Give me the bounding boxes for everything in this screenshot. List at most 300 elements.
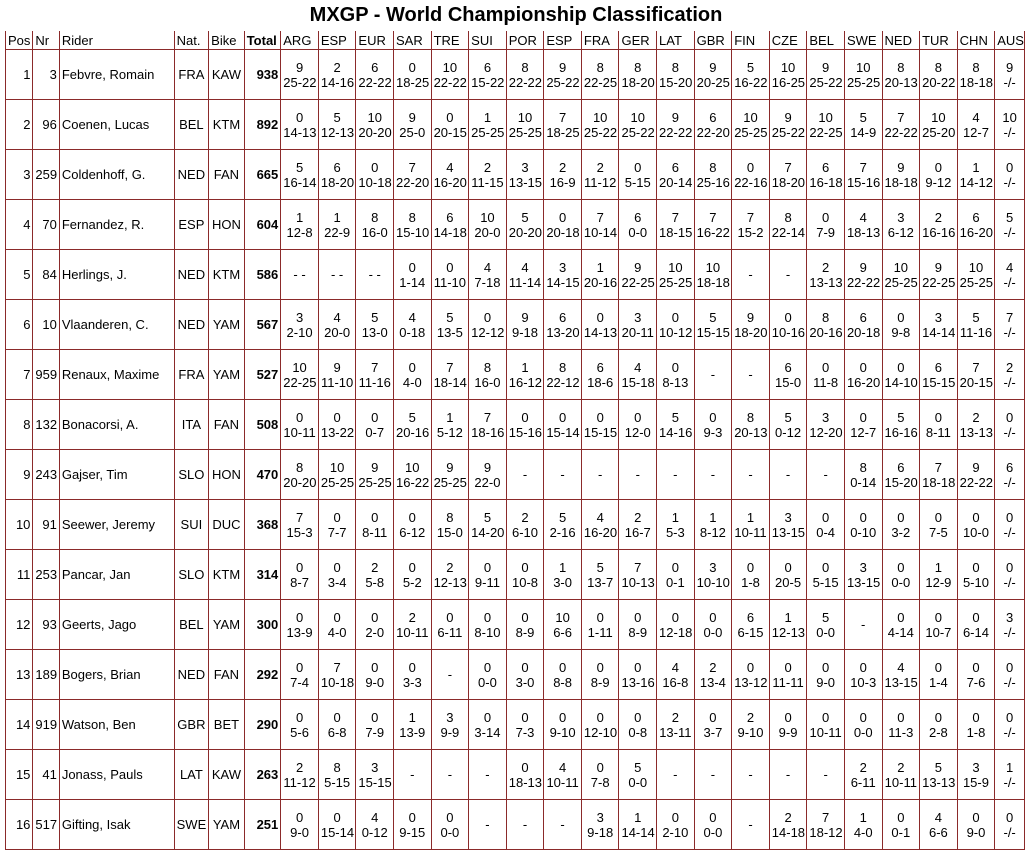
total-points-cell: 368 <box>244 500 281 550</box>
col-header-round[interactable]: GER <box>619 31 657 50</box>
round-result-cell <box>544 800 582 850</box>
race-results: 20-13 <box>884 74 918 90</box>
race-results: 6-6 <box>928 824 948 840</box>
round-points: 0 <box>408 559 416 575</box>
round-points: 0 <box>972 509 980 525</box>
round-result-cell <box>394 250 432 300</box>
race-results: 15-15 <box>922 374 956 390</box>
round-points: 8 <box>596 59 604 75</box>
rider-name-cell[interactable]: Seewer, Jeremy <box>59 500 174 550</box>
round-points: 1 <box>746 509 755 525</box>
race-results: - <box>447 767 453 782</box>
table-body <box>6 50 1025 850</box>
race-results: 12-13 <box>771 624 806 640</box>
race-results: 20-20 <box>283 474 317 490</box>
round-points: 0 <box>371 659 379 675</box>
round-points: 9 <box>1006 59 1014 75</box>
race-results: 6-11 <box>850 774 876 790</box>
rider-name-cell[interactable]: Herlings, J. <box>59 250 174 300</box>
round-result-cell <box>657 400 695 450</box>
round-result-cell <box>807 800 845 850</box>
round-result-cell <box>807 600 845 650</box>
table-row <box>6 800 1025 850</box>
col-header-nat[interactable]: Nat. <box>174 31 209 50</box>
round-result-cell <box>844 450 882 500</box>
round-result-cell <box>394 600 432 650</box>
race-results: 1-4 <box>928 674 948 690</box>
nationality-cell: BEL <box>174 600 209 650</box>
race-results: 20-16 <box>583 274 618 290</box>
round-result-cell <box>544 50 582 100</box>
col-header-round[interactable]: SUI <box>469 31 507 50</box>
bike-brand-cell: HON <box>209 200 245 250</box>
race-results: 20-22 <box>922 74 956 90</box>
round-result-cell <box>732 700 770 750</box>
nationality-cell: BEL <box>174 100 209 150</box>
race-results: 7-8 <box>590 774 610 790</box>
round-result-cell <box>995 500 1025 550</box>
rider-name-cell[interactable]: Coldenhoff, G. <box>59 150 174 200</box>
round-result-cell <box>581 650 619 700</box>
race-results: 10-10 <box>696 574 730 590</box>
col-header-pos[interactable]: Pos <box>6 31 33 50</box>
round-result-cell <box>619 550 657 600</box>
race-results: 14-13 <box>583 324 618 340</box>
round-points: 5 <box>671 409 679 425</box>
round-result-cell <box>732 450 770 500</box>
race-results: 25-22 <box>621 124 655 140</box>
round-result-cell <box>882 800 920 850</box>
round-points: 10 <box>668 259 683 275</box>
race-results: 13-11 <box>659 724 692 740</box>
col-header-round[interactable]: POR <box>506 31 544 50</box>
col-header-round[interactable]: AUS <box>995 31 1025 50</box>
col-header-round[interactable]: ESP <box>544 31 582 50</box>
race-results: -/- <box>1003 474 1016 490</box>
race-results: 20-18 <box>546 224 580 240</box>
race-results: 8-9 <box>590 674 610 690</box>
rider-number-cell: 517 <box>33 800 59 850</box>
nationality-cell: NED <box>174 300 209 350</box>
round-result-cell <box>882 100 920 150</box>
bike-brand-cell: BET <box>209 700 245 750</box>
race-results: 25-0 <box>399 124 426 140</box>
round-points: 10 <box>968 259 984 275</box>
round-points: 1 <box>1006 759 1014 775</box>
round-result-cell <box>544 600 582 650</box>
race-results: - <box>785 267 791 282</box>
round-result-cell <box>844 750 882 800</box>
col-header-round[interactable]: CHN <box>957 31 995 50</box>
col-header-round[interactable]: NED <box>882 31 920 50</box>
race-results: 14-20 <box>471 524 505 540</box>
rider-name-cell[interactable]: Pancar, Jan <box>59 550 174 600</box>
round-points: 3 <box>446 709 454 725</box>
race-results: 9-10 <box>737 724 764 740</box>
round-result-cell <box>619 700 657 750</box>
race-results: 2-10 <box>286 324 313 340</box>
round-points: 8 <box>371 209 379 225</box>
round-points: 6 <box>822 159 830 175</box>
round-points: 8 <box>408 209 416 225</box>
round-result-cell <box>431 750 469 800</box>
rider-name-cell[interactable]: Fernandez, R. <box>59 200 174 250</box>
round-result-cell <box>318 750 356 800</box>
round-result-cell <box>882 50 920 100</box>
table-row <box>6 300 1025 350</box>
rider-name-cell[interactable]: Coenen, Lucas <box>59 100 174 150</box>
race-results: 12-13 <box>320 124 355 140</box>
round-result-cell <box>318 150 356 200</box>
race-results: -/- <box>1003 824 1016 840</box>
round-result-cell <box>844 800 882 850</box>
round-points: 0 <box>784 559 792 575</box>
race-results: 11-8 <box>813 374 839 390</box>
round-points: 0 <box>483 309 492 325</box>
rider-name-cell[interactable]: Febvre, Romain <box>59 50 174 100</box>
round-points: 0 <box>596 409 604 425</box>
col-header-round[interactable]: FRA <box>581 31 619 50</box>
round-points: 0 <box>822 559 830 575</box>
round-points: 10 <box>329 459 345 475</box>
race-results: 8-11 <box>925 424 951 440</box>
round-points: 10 <box>855 59 871 75</box>
round-points: 9 <box>371 459 379 475</box>
race-results: 22-14 <box>771 224 806 240</box>
bike-brand-cell: KAW <box>209 750 245 800</box>
rider-name-cell[interactable]: Gifting, Isak <box>59 800 174 850</box>
nationality-cell: SUI <box>174 500 209 550</box>
col-header-round[interactable]: LAT <box>657 31 695 50</box>
col-header-round[interactable]: SWE <box>844 31 882 50</box>
round-points: 1 <box>671 509 679 525</box>
round-points: 8 <box>972 59 980 75</box>
nationality-cell: NED <box>174 650 209 700</box>
round-result-cell <box>920 650 958 700</box>
rider-number-cell: 91 <box>33 500 59 550</box>
round-result-cell <box>431 500 469 550</box>
round-result-cell <box>506 450 544 500</box>
round-points: 1 <box>934 559 942 575</box>
race-results: 7-3 <box>515 724 535 740</box>
race-results: 8-8 <box>553 674 572 690</box>
round-points: 5 <box>634 759 642 775</box>
round-result-cell <box>619 150 657 200</box>
round-result-cell <box>469 650 507 700</box>
round-points: 5 <box>483 509 492 525</box>
race-results: 10-12 <box>659 324 693 340</box>
round-result-cell <box>657 800 695 850</box>
round-points: 0 <box>521 709 529 725</box>
rider-name-cell[interactable]: Vlaanderen, C. <box>59 300 174 350</box>
race-results: 18-18 <box>696 274 730 290</box>
round-result-cell <box>318 450 356 500</box>
table-row <box>6 250 1025 300</box>
race-results: 18-25 <box>396 74 430 90</box>
round-result-cell <box>957 250 995 300</box>
round-result-cell <box>581 550 619 600</box>
round-result-cell <box>581 400 619 450</box>
round-points: 2 <box>371 559 379 575</box>
round-result-cell <box>544 650 582 700</box>
race-results: 9-9 <box>440 724 460 740</box>
round-result-cell <box>957 200 995 250</box>
round-result-cell <box>657 750 695 800</box>
round-result-cell <box>807 100 845 150</box>
round-points: 3 <box>822 409 830 425</box>
round-result-cell <box>732 300 770 350</box>
rider-name-cell[interactable]: Renaux, Maxime <box>59 350 174 400</box>
col-header-round[interactable]: FIN <box>732 31 770 50</box>
round-result-cell <box>356 200 394 250</box>
round-points: 0 <box>596 709 604 725</box>
round-result-cell <box>356 700 394 750</box>
round-result-cell <box>318 650 356 700</box>
race-results: 9-18 <box>587 824 614 840</box>
nationality-cell: ITA <box>174 400 209 450</box>
rider-name-cell[interactable]: Bonacorsi, A. <box>59 400 174 450</box>
race-results: 22-25 <box>283 374 317 390</box>
round-points: 5 <box>408 409 416 425</box>
round-points: 0 <box>671 609 679 625</box>
round-result-cell <box>544 250 582 300</box>
round-points: 0 <box>897 309 905 325</box>
race-results: 5-12 <box>436 424 463 440</box>
round-points: 10 <box>592 109 608 125</box>
race-results: 0-0 <box>853 724 873 740</box>
race-results: 20-11 <box>621 324 654 340</box>
round-points: 7 <box>1006 309 1014 325</box>
round-points: 7 <box>972 359 980 375</box>
col-header-round[interactable]: SAR <box>394 31 432 50</box>
race-results: 15-15 <box>583 424 618 440</box>
rider-number-cell: 189 <box>33 650 59 700</box>
rider-name-cell[interactable]: Bogers, Brian <box>59 650 174 700</box>
round-result-cell <box>281 50 319 100</box>
race-results: - <box>673 467 678 482</box>
round-result-cell <box>356 800 394 850</box>
round-result-cell <box>356 50 394 100</box>
race-results: 9-3 <box>703 424 723 440</box>
round-points: 0 <box>408 509 416 525</box>
col-header-round[interactable]: ARG <box>281 31 319 50</box>
race-results: 11-11 <box>772 674 804 690</box>
round-points: 7 <box>634 559 642 575</box>
round-points: 0 <box>934 409 942 425</box>
race-results: 14-14 <box>922 324 956 340</box>
round-points: 0 <box>897 809 905 825</box>
race-results: 16-22 <box>696 224 730 240</box>
rider-name-cell[interactable]: Geerts, Jago <box>59 600 174 650</box>
round-result-cell <box>769 800 807 850</box>
round-result-cell <box>769 100 807 150</box>
round-points: 0 <box>634 609 642 625</box>
round-points: 0 <box>483 559 492 575</box>
round-result-cell <box>281 800 319 850</box>
round-result-cell <box>807 300 845 350</box>
round-result-cell <box>694 350 732 400</box>
race-results: - - <box>293 267 306 282</box>
race-results: 2-0 <box>365 624 385 640</box>
round-result-cell <box>431 450 469 500</box>
round-points: 2 <box>709 659 717 675</box>
round-points: 0 <box>822 659 830 675</box>
round-points: 2 <box>859 759 867 775</box>
col-header-round[interactable]: GBR <box>694 31 732 50</box>
col-header-round[interactable]: TUR <box>920 31 958 50</box>
rider-name-cell[interactable]: Watson, Ben <box>59 700 174 750</box>
round-points: 6 <box>333 159 341 175</box>
race-results: - <box>748 367 753 382</box>
rider-name-cell[interactable]: Jonass, Pauls <box>59 750 174 800</box>
round-result-cell <box>920 350 958 400</box>
round-result-cell <box>581 600 619 650</box>
race-results: 22-22 <box>659 124 693 140</box>
round-result-cell <box>318 50 356 100</box>
round-points: 4 <box>558 759 567 775</box>
rider-number-cell: 70 <box>33 200 59 250</box>
col-header-bike[interactable]: Bike <box>209 31 245 50</box>
round-result-cell <box>506 650 544 700</box>
race-results: 15-0 <box>436 524 463 540</box>
round-points: 0 <box>634 709 642 725</box>
round-result-cell <box>581 250 619 300</box>
race-results: 7-18 <box>474 274 501 290</box>
round-result-cell <box>394 800 432 850</box>
rider-number-cell: 93 <box>33 600 59 650</box>
table-row <box>6 500 1025 550</box>
round-result-cell <box>394 400 432 450</box>
round-result-cell <box>694 750 732 800</box>
round-result-cell <box>957 550 995 600</box>
race-results: 0-12 <box>361 824 388 840</box>
round-points: 6 <box>371 59 379 75</box>
round-points: 3 <box>295 309 304 325</box>
col-header-round[interactable]: EUR <box>356 31 394 50</box>
round-result-cell <box>882 750 920 800</box>
race-results: 20-20 <box>358 124 392 140</box>
round-points: 10 <box>1002 109 1017 125</box>
round-points: 8 <box>333 759 341 775</box>
col-header-round[interactable]: TRE <box>431 31 469 50</box>
col-header-round[interactable]: BEL <box>807 31 845 50</box>
round-points: 3 <box>596 809 604 825</box>
nationality-cell: SWE <box>174 800 209 850</box>
race-results: 16-22 <box>734 74 768 90</box>
round-points: 0 <box>1006 659 1014 675</box>
col-header-nr[interactable]: Nr <box>33 31 59 50</box>
race-results: 0-4 <box>816 524 836 540</box>
bike-brand-cell: YAM <box>209 300 245 350</box>
race-results: 15-3 <box>286 524 313 540</box>
round-result-cell <box>807 200 845 250</box>
position-cell: 15 <box>6 750 33 800</box>
race-results: 16-20 <box>433 174 467 190</box>
race-results: 22-22 <box>358 74 392 90</box>
race-results: 25-16 <box>696 174 730 190</box>
round-result-cell <box>469 100 507 150</box>
round-result-cell <box>657 450 695 500</box>
round-points: 2 <box>671 709 679 725</box>
rider-number-cell: 96 <box>33 100 59 150</box>
round-result-cell <box>469 750 507 800</box>
round-points: 0 <box>859 359 867 375</box>
table-row <box>6 400 1025 450</box>
round-points: 5 <box>972 309 980 325</box>
round-points: 0 <box>333 559 341 575</box>
race-results: 9-0 <box>966 824 986 840</box>
race-results: 4-0 <box>853 824 873 840</box>
round-result-cell <box>732 350 770 400</box>
race-results: 0-0 <box>891 574 911 590</box>
race-results: 14-10 <box>884 374 918 390</box>
round-points: 4 <box>897 659 905 675</box>
round-result-cell <box>732 200 770 250</box>
round-result-cell <box>807 750 845 800</box>
col-header-rider[interactable]: Rider <box>59 31 174 50</box>
race-results: 5-15 <box>812 574 839 590</box>
bike-brand-cell: YAM <box>209 600 245 650</box>
round-result-cell <box>281 750 319 800</box>
round-result-cell <box>544 750 582 800</box>
race-results: 9-11 <box>474 574 500 590</box>
round-result-cell <box>356 500 394 550</box>
race-results: 15-14 <box>320 824 355 840</box>
race-results: 11-16 <box>358 374 391 390</box>
round-result-cell <box>957 750 995 800</box>
round-result-cell <box>318 400 356 450</box>
round-result-cell <box>995 200 1025 250</box>
total-points-cell: 263 <box>244 750 281 800</box>
round-points: 7 <box>859 159 867 175</box>
race-results: 25-22 <box>283 74 317 90</box>
total-points-cell: 251 <box>244 800 281 850</box>
col-header-total[interactable]: Total <box>244 31 281 50</box>
round-result-cell <box>920 550 958 600</box>
round-result-cell <box>694 650 732 700</box>
rider-name-cell[interactable]: Gajser, Tim <box>59 450 174 500</box>
col-header-round[interactable]: ESP <box>318 31 356 50</box>
round-points: 7 <box>897 109 905 125</box>
round-points: 8 <box>295 459 304 475</box>
position-cell: 14 <box>6 700 33 750</box>
race-results: 8-11 <box>362 524 388 540</box>
round-points: 6 <box>784 359 792 375</box>
col-header-round[interactable]: CZE <box>769 31 807 50</box>
round-result-cell <box>356 400 394 450</box>
round-result-cell <box>732 550 770 600</box>
round-result-cell <box>619 400 657 450</box>
round-result-cell <box>844 550 882 600</box>
round-result-cell <box>619 300 657 350</box>
bike-brand-cell: FAN <box>209 150 245 200</box>
race-results: 25-22 <box>583 124 618 140</box>
race-results: -/- <box>1003 374 1016 390</box>
round-result-cell <box>920 100 958 150</box>
race-results: 3-3 <box>402 674 422 690</box>
round-result-cell <box>506 600 544 650</box>
race-results: 22-22 <box>433 74 467 90</box>
round-result-cell <box>356 300 394 350</box>
total-points-cell: 300 <box>244 600 281 650</box>
rider-number-cell: 10 <box>33 300 59 350</box>
race-results: 16-12 <box>508 374 542 390</box>
race-results: 22-9 <box>324 224 351 240</box>
race-results: 20-13 <box>734 424 768 440</box>
round-result-cell <box>281 400 319 450</box>
round-result-cell <box>431 350 469 400</box>
race-results: 20-20 <box>508 224 542 240</box>
